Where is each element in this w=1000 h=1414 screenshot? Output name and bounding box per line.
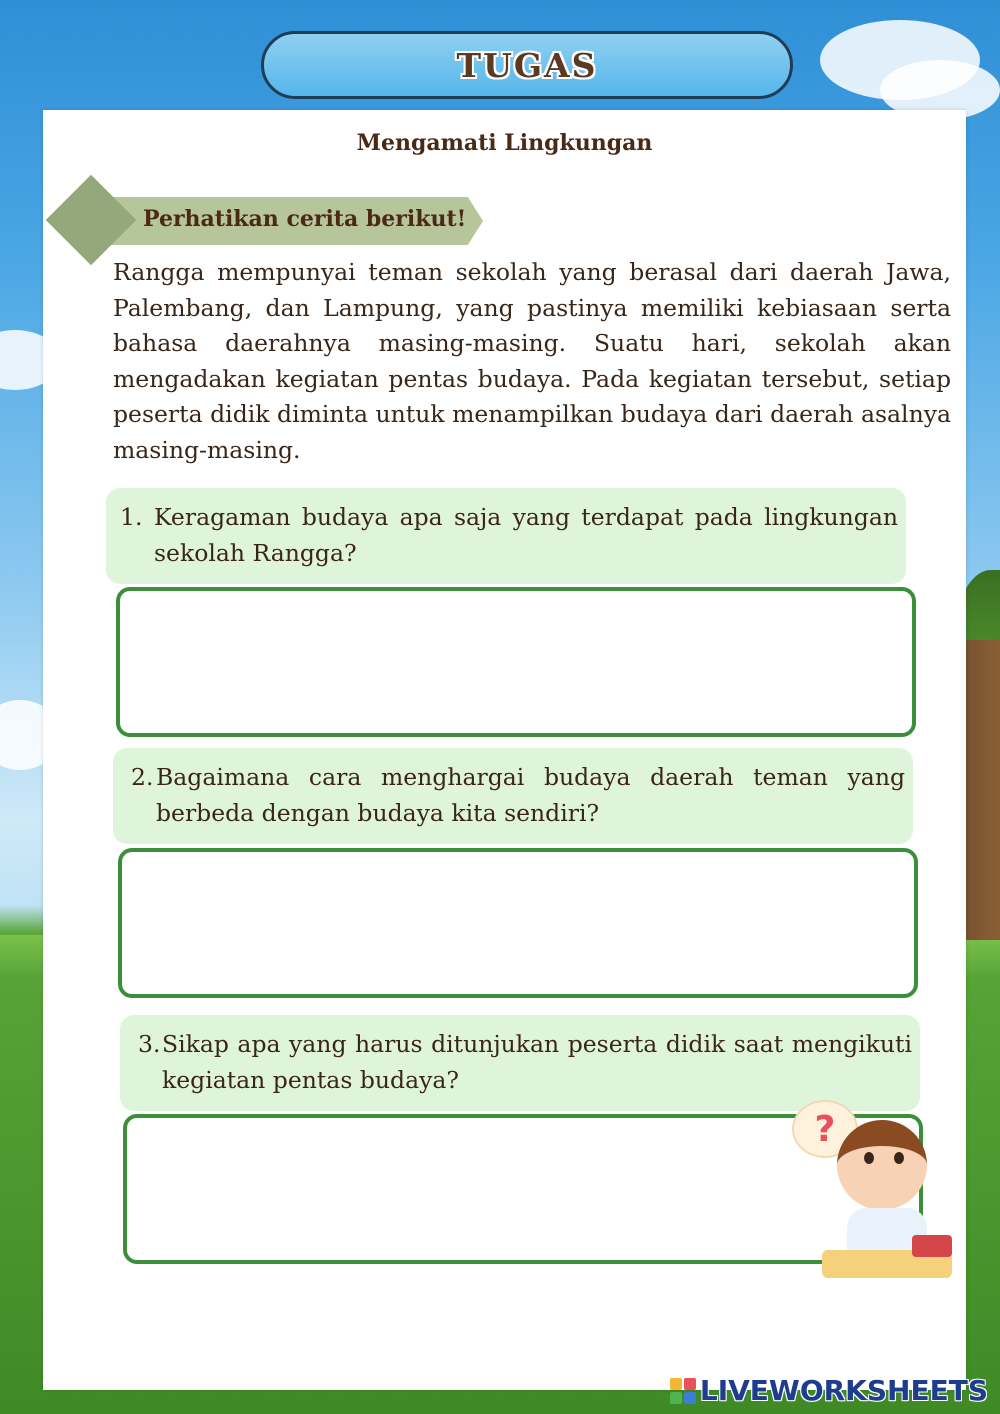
question-2 <box>113 748 913 844</box>
kid-eye <box>864 1152 874 1164</box>
instruction-text: Perhatikan cerita berikut! <box>143 206 467 232</box>
question-3 <box>120 1015 920 1111</box>
answer-box-1[interactable] <box>116 587 916 737</box>
red-book-icon <box>912 1235 952 1257</box>
diamond-icon <box>46 175 137 266</box>
brand-name: LIVEWORKSHEETS <box>699 1374 988 1407</box>
kid-eye <box>894 1152 904 1164</box>
title-banner <box>261 31 793 99</box>
thinking-kid-illustration <box>792 1100 992 1280</box>
question-number: 3. <box>138 1030 161 1058</box>
logo-square <box>670 1378 682 1390</box>
worksheet-subtitle: Mengamati Lingkungan <box>356 130 653 156</box>
kid-head <box>837 1120 927 1210</box>
liveworksheets-logo <box>670 1374 988 1407</box>
question-text: Keragaman budaya apa saja yang terdapat pada lingkungan sekolah Rangga? <box>154 503 898 567</box>
question-text: Sikap apa yang harus ditunjukan peserta didik saat mengikuti kegiatan pentas budaya? <box>162 1030 912 1094</box>
story-paragraph: Rangga mempunyai teman sekolah yang berasal dari daerah Jawa, Palembang, dan Lampung, yang pastinya memiliki kebiasaan serta bahasa daerahnya masing-masing. Suatu hari, sekolah akan mengadakan kegiatan pentas budaya. Pada kegiatan tersebut, setiap peserta didik diminta untuk menampilkan budaya dari daerah asalnya masing-masing. <box>113 258 951 464</box>
logo-square <box>684 1392 696 1404</box>
question-text: Bagaimana cara menghargai budaya daerah teman yang berbeda dengan budaya kita sendiri? <box>156 763 905 827</box>
logo-square <box>684 1378 696 1390</box>
question-mark-icon: ? <box>792 1100 858 1158</box>
question-number: 2. <box>131 763 154 791</box>
logo-square <box>670 1392 682 1404</box>
question-number: 1. <box>120 503 143 531</box>
question-1 <box>106 488 906 584</box>
liveworksheets-icon <box>670 1378 696 1404</box>
answer-box-2[interactable] <box>118 848 918 998</box>
page-title: TUGAS <box>456 45 598 85</box>
